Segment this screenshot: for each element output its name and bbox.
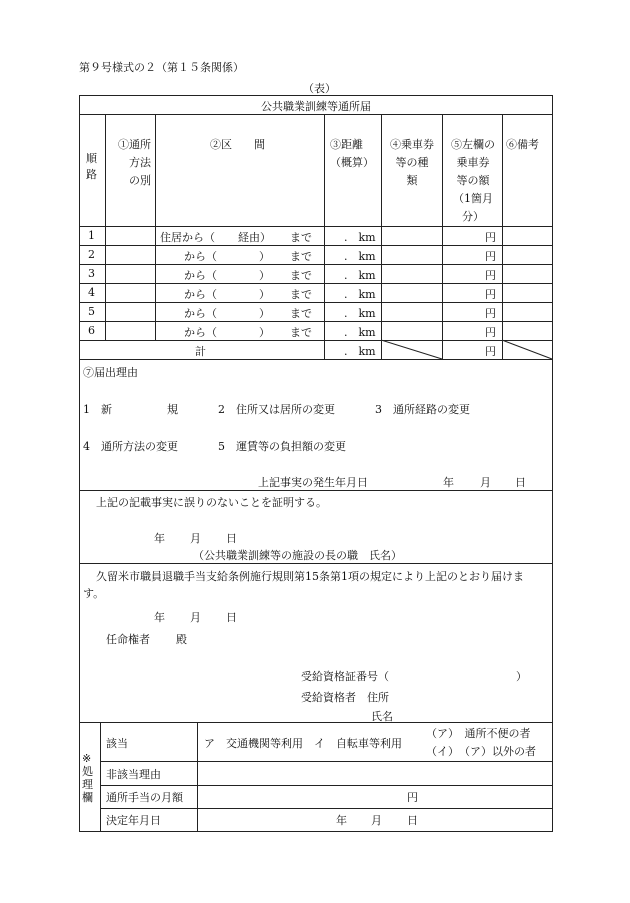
row-to: まで [290,231,312,244]
side-label: （表） [303,82,336,95]
row-number: 6 [88,324,95,337]
total-yen: 円 [485,345,496,358]
row-from: 住居から（ [160,231,215,244]
row-from: から（ [184,288,217,301]
row-distance: . km [344,307,376,320]
header-remarks: ⑥備考 [506,138,539,151]
decision-month: 月 [371,814,382,827]
certify-text: 上記の記載事実に誤りのないことを証明する。 [96,496,327,509]
row-number: 3 [88,267,95,280]
row-via: ） [259,326,270,339]
row-yen: 円 [485,307,496,320]
processing-side-label: ※ 処 理 欄 [82,752,93,804]
applicable-label: 該当 [106,737,128,750]
notify-month: 月 [190,611,201,624]
honorific: 殿 [176,633,187,646]
non-applicable-label: 非該当理由 [106,768,161,781]
row-from: から（ [184,269,217,282]
form-title: 公共職業訓練等通所届 [261,100,371,113]
reason-option-fare: 5 運賃等の負担額の変更 [218,440,346,453]
row-distance: . km [344,231,376,244]
row-to: まで [290,250,312,263]
row-distance: . km [344,326,376,339]
row-to: まで [290,269,312,282]
applicable-options: ア 交通機関等利用 イ 自転車等利用 [204,737,402,750]
reason-option-route: 3 通所経路の変更 [375,403,470,416]
header-distance: ③距離 （概算） [330,138,374,169]
row-yen: 円 [485,288,496,301]
total-ticket-type-diagonal [381,340,442,359]
row-yen: 円 [485,250,496,263]
total-distance: . km [344,345,376,358]
form-number: 第９号様式の２（第１５条関係） [79,61,244,74]
certify-year: 年 [154,532,165,545]
header-ticket-type: ④乗車券 等の種 類 [390,138,434,187]
row-via: ） [259,269,270,282]
reason-title: ⑦届出理由 [83,366,138,379]
row-to: まで [290,307,312,320]
reason-option-method: 4 通所方法の変更 [83,440,178,453]
notify-line-1: 久留米市職員退職手当支給条例施行規則第15条第1項の規定により上記のとおり届けま [96,570,524,583]
row-distance: . km [344,250,376,263]
row-from: から（ [184,250,217,263]
row-distance: . km [344,288,376,301]
monthly-allowance-yen: 円 [407,791,418,804]
total-label: 計 [195,345,206,358]
certify-signer: （公共職業訓練等の施設の長の職 氏名） [193,549,402,562]
decision-day: 日 [407,814,418,827]
row-distance: . km [344,269,376,282]
occurrence-month: 月 [480,476,491,489]
sub-option-i: （イ） （ア）以外の者 [426,745,536,758]
row-from: から（ [184,307,217,320]
row-number: 2 [88,248,95,261]
header-section: ②区 間 [210,138,265,151]
certificate-number-close: ） [516,670,527,683]
applicant-name-label: 氏名 [371,710,393,723]
decision-date-label: 決定年月日 [106,814,161,827]
header-route: 順 路 [86,152,97,181]
occurrence-year: 年 [443,476,454,489]
row-to: まで [290,288,312,301]
decision-year: 年 [336,814,347,827]
reason-option-address: 2 住所又は居所の変更 [218,403,335,416]
recipient-label: 任命権者 [106,633,150,646]
header-ticket-amount: ⑤左欄の 乗車券 等の額 （1箇月 分） [451,138,495,223]
sub-option-a: （ア） 通所不便の者 [426,727,531,740]
certificate-number-label: 受給資格証番号（ [301,670,389,683]
applicant-address-label: 受給資格者 住所 [301,691,389,704]
row-via: ） [259,250,270,263]
row-to: まで [290,326,312,339]
notify-line-2: す。 [83,587,105,600]
row-via: 経由） [238,231,271,244]
certify-day: 日 [226,532,237,545]
notify-day: 日 [226,611,237,624]
row-from: から（ [184,326,217,339]
certify-month: 月 [190,532,201,545]
row-yen: 円 [485,231,496,244]
notify-year: 年 [154,611,165,624]
row-number: 5 [88,305,95,318]
monthly-allowance-label: 通所手当の月額 [106,791,183,804]
reason-option-new: 1 新 規 [83,403,178,416]
row-via: ） [259,307,270,320]
row-number: 4 [88,286,95,299]
row-yen: 円 [485,269,496,282]
occurrence-date-label: 上記事実の発生年月日 [258,476,368,489]
occurrence-day: 日 [515,476,526,489]
total-remarks-diagonal [502,340,552,359]
row-via: ） [259,288,270,301]
row-number: 1 [88,229,95,242]
header-method: ①通所 方法 の別 [118,138,151,187]
row-yen: 円 [485,326,496,339]
